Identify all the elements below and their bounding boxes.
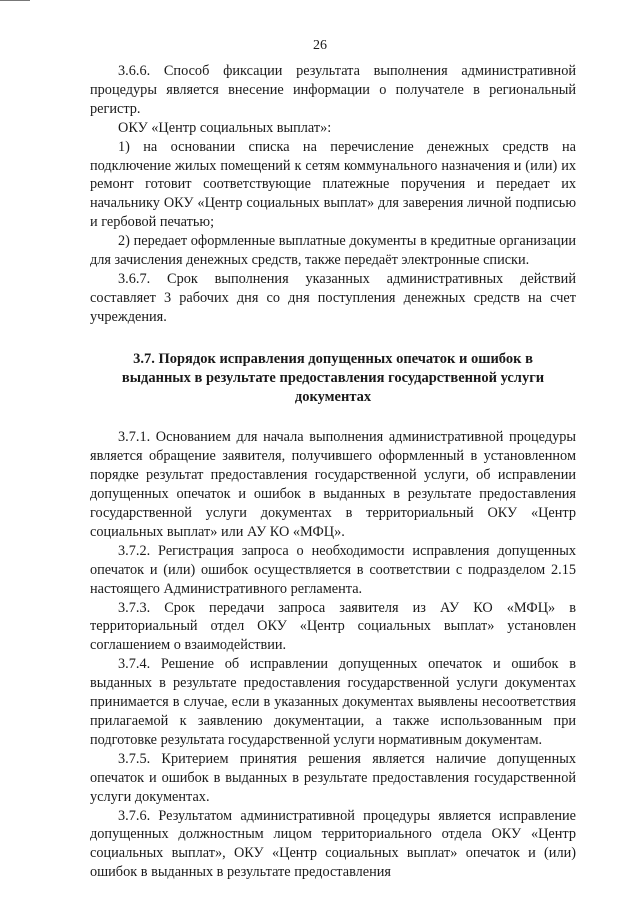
page-number: 26 [313,38,327,53]
paragraph-3-6-6: 3.6.6. Способ фиксации результата выполнения административной процедуры является внесение информации о получателе в региональный регистр. [90,63,576,117]
paragraph-oku-intro: ОКУ «Центр социальных выплат»: [118,119,332,136]
paragraph-3-7-4: 3.7.4. Решение об исправлении допущенных опечаток и ошибок в выданных в результате предоставления государственной услуги документах принимается в случае, если в указанных документах выявлены несоответствия прилагаемой к заявлению документации, а также использованным при подготовке результата государственной услуги нормативным документам. [90,656,576,748]
document-body [90,62,576,882]
section-heading-3-7: 3.7. Порядок исправления допущенных опечаток и ошибок в выданных в результате предоставления государственной услуги документах [121,350,545,405]
top-edge-rule [0,0,30,1]
paragraph-item-2: 2) передает оформленные выплатные документы в кредитные организации для зачисления денежных средств, также передаёт электронные списки. [90,233,576,269]
paragraph-item-1: 1) на основании списка на перечисление денежных средств на подключение жилых помещений к сетям коммунального назначения и (или) их ремонт готовит соответствующие платежные поручения и передает их начальнику ОКУ «Центр социальных выплат» для заверения личной подписью и гербовой печатью; [90,138,576,231]
paragraph-3-6-7: 3.6.7. Срок выполнения указанных административных действий составляет 3 рабочих дня со дня поступления денежных средств на счет учреждения. [90,270,576,325]
paragraph-3-7-6: 3.7.6. Результатом административной процедуры является исправление допущенных должностным лицом территориального отдела ОКУ «Центр социальных выплат», ОКУ «Центр социальных выплат» опечаток и (или) ошибок в выданных в результате предоставления [90,807,576,881]
paragraph-3-7-2: 3.7.2. Регистрация запроса о необходимости исправления допущенных опечаток и (или) ошибок осуществляется в соответствии с подразделом 2.15 настоящего Административного регламента. [90,542,576,597]
paragraph-3-7-3: 3.7.3. Срок передачи запроса заявителя из АУ КО «МФЦ» в территориальный отдел ОКУ «Центр социальных выплат» установлен соглашением о взаимодействии. [90,599,576,654]
paragraph-3-7-5: 3.7.5. Критерием принятия решения является наличие допущенных опечаток и ошибок в выданных в результате предоставления государственной услуги документах. [90,750,576,805]
paragraph-3-7-1: 3.7.1. Основанием для начала выполнения административной процедуры является обращение заявителя, получившего оформленный в установленном порядке результат предоставления государственной услуги, об исправлении допущенных опечаток и ошибок в выданных в результате предоставления государственной услуги документах в территориальный ОКУ «Центр социальных выплат» или АУ КО «МФЦ». [90,429,576,540]
